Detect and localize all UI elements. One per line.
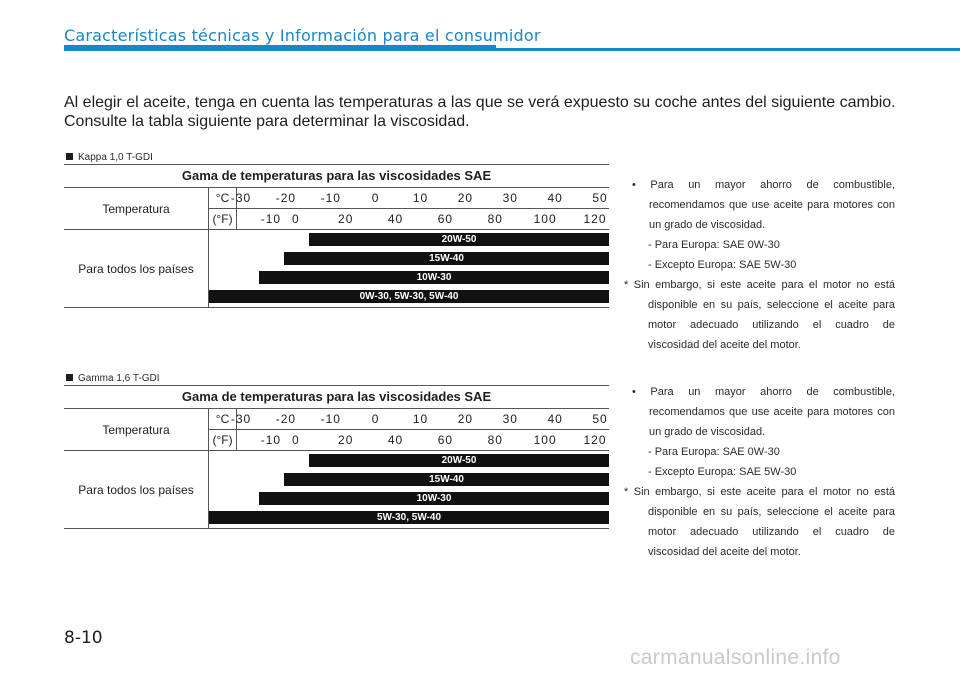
economy-bullet: • Para un mayor ahorro de combustible, recomendamos que use aceite para motores con un grado de viscosidad. bbox=[632, 179, 895, 231]
viscosity-bars bbox=[209, 451, 609, 528]
fahrenheit-tick: 60 bbox=[437, 212, 454, 226]
except-europe-grade: - Excepto Europa: SAE 5W-30 bbox=[648, 466, 797, 478]
celsius-tick: -30 bbox=[230, 412, 252, 426]
celsius-tick: 30 bbox=[502, 191, 518, 205]
celsius-scale bbox=[230, 188, 609, 208]
celsius-tick: 0 bbox=[371, 412, 380, 426]
viscosity-bar: 15W-40 bbox=[284, 473, 609, 486]
fahrenheit-tick: 0 bbox=[292, 212, 300, 226]
intro-paragraph bbox=[64, 93, 904, 131]
viscosity-bar: 10W-30 bbox=[259, 492, 609, 505]
intro-line-1: Al elegir el aceite, tenga en cuenta las temperaturas a las que se verá expuesto su coche antes del siguiente cambio. bbox=[64, 94, 896, 111]
celsius-tick: 50 bbox=[592, 191, 608, 205]
viscosity-bar: 15W-40 bbox=[284, 252, 609, 265]
fahrenheit-tick: 20 bbox=[338, 212, 354, 226]
celsius-tick: -20 bbox=[275, 191, 297, 205]
table-title: Gama de temperaturas para las viscosidades SAE bbox=[64, 386, 609, 409]
fahrenheit-unit: (°F) bbox=[209, 430, 237, 450]
fahrenheit-tick: 80 bbox=[487, 433, 503, 447]
engine-label-gamma: Gamma 1,6 T-GDI bbox=[66, 373, 160, 384]
side-notes-1 bbox=[622, 175, 895, 355]
celsius-unit: °C bbox=[209, 188, 237, 208]
fahrenheit-tick: 40 bbox=[387, 212, 404, 226]
fahrenheit-tick: 20 bbox=[338, 433, 354, 447]
header-rule bbox=[64, 48, 960, 51]
viscosity-table bbox=[64, 385, 609, 529]
fahrenheit-tick: 60 bbox=[437, 433, 454, 447]
page-number: 8-10 bbox=[64, 628, 103, 648]
europe-grade: - Para Europa: SAE 0W-30 bbox=[648, 446, 780, 458]
square-bullet-icon bbox=[66, 374, 73, 381]
side-notes-2 bbox=[622, 382, 895, 562]
fahrenheit-tick: 80 bbox=[487, 212, 503, 226]
celsius-tick: -10 bbox=[320, 191, 341, 205]
celsius-tick: 20 bbox=[457, 412, 474, 426]
viscosity-bars bbox=[209, 230, 609, 307]
celsius-tick: 0 bbox=[371, 191, 380, 205]
fahrenheit-tick: 120 bbox=[583, 212, 607, 226]
viscosity-table bbox=[64, 164, 609, 308]
section-title: Características técnicas y Información para el consumidor bbox=[64, 26, 541, 45]
temperature-label: Temperatura bbox=[64, 409, 209, 450]
celsius-tick: -10 bbox=[320, 412, 341, 426]
celsius-tick: 10 bbox=[412, 191, 429, 205]
celsius-scale bbox=[230, 409, 609, 429]
row-label: Para todos los países bbox=[64, 451, 209, 528]
celsius-tick: -30 bbox=[230, 191, 252, 205]
celsius-tick: 50 bbox=[592, 412, 608, 426]
fahrenheit-tick: 100 bbox=[533, 433, 557, 447]
viscosity-bar: 5W-30, 5W-40 bbox=[209, 511, 609, 524]
celsius-tick: 10 bbox=[412, 412, 429, 426]
fahrenheit-scale bbox=[237, 209, 609, 229]
celsius-tick: 40 bbox=[547, 191, 563, 205]
engine-label-kappa: Kappa 1,0 T-GDI bbox=[66, 152, 153, 163]
viscosity-bar: 20W-50 bbox=[309, 233, 609, 246]
viscosity-bar: 0W-30, 5W-30, 5W-40 bbox=[209, 290, 609, 303]
temperature-label: Temperatura bbox=[64, 188, 209, 229]
fahrenheit-tick: 100 bbox=[533, 212, 557, 226]
availability-note: * Sin embargo, si este aceite para el motor no está disponible en su país, seleccione el aceite para motor adecuado utilizando el cuadro de viscosidad del aceite del motor. bbox=[624, 486, 895, 558]
availability-note: * Sin embargo, si este aceite para el motor no está disponible en su país, seleccione el aceite para motor adecuado utilizando el cuadro de viscosidad del aceite del motor. bbox=[624, 279, 895, 351]
fahrenheit-tick: 120 bbox=[583, 433, 607, 447]
europe-grade: - Para Europa: SAE 0W-30 bbox=[648, 239, 780, 251]
celsius-tick: 20 bbox=[457, 191, 474, 205]
viscosity-bar: 10W-30 bbox=[259, 271, 609, 284]
watermark: carmanualsonline.info bbox=[630, 646, 841, 669]
fahrenheit-scale bbox=[237, 430, 609, 450]
viscosity-bar: 20W-50 bbox=[309, 454, 609, 467]
celsius-unit: °C bbox=[209, 409, 237, 429]
fahrenheit-unit: (°F) bbox=[209, 209, 237, 229]
fahrenheit-tick: 40 bbox=[387, 433, 404, 447]
square-bullet-icon bbox=[66, 153, 73, 160]
fahrenheit-tick: -10 bbox=[260, 433, 282, 447]
celsius-tick: 40 bbox=[547, 412, 563, 426]
celsius-tick: 30 bbox=[502, 412, 518, 426]
celsius-tick: -20 bbox=[275, 412, 297, 426]
except-europe-grade: - Excepto Europa: SAE 5W-30 bbox=[648, 259, 797, 271]
intro-line-2: Consulte la tabla siguiente para determinar la viscosidad. bbox=[64, 113, 470, 130]
row-label: Para todos los países bbox=[64, 230, 209, 307]
economy-bullet: • Para un mayor ahorro de combustible, recomendamos que use aceite para motores con un grado de viscosidad. bbox=[632, 386, 895, 438]
table-title: Gama de temperaturas para las viscosidades SAE bbox=[64, 165, 609, 188]
fahrenheit-tick: 0 bbox=[292, 433, 300, 447]
fahrenheit-tick: -10 bbox=[260, 212, 282, 226]
